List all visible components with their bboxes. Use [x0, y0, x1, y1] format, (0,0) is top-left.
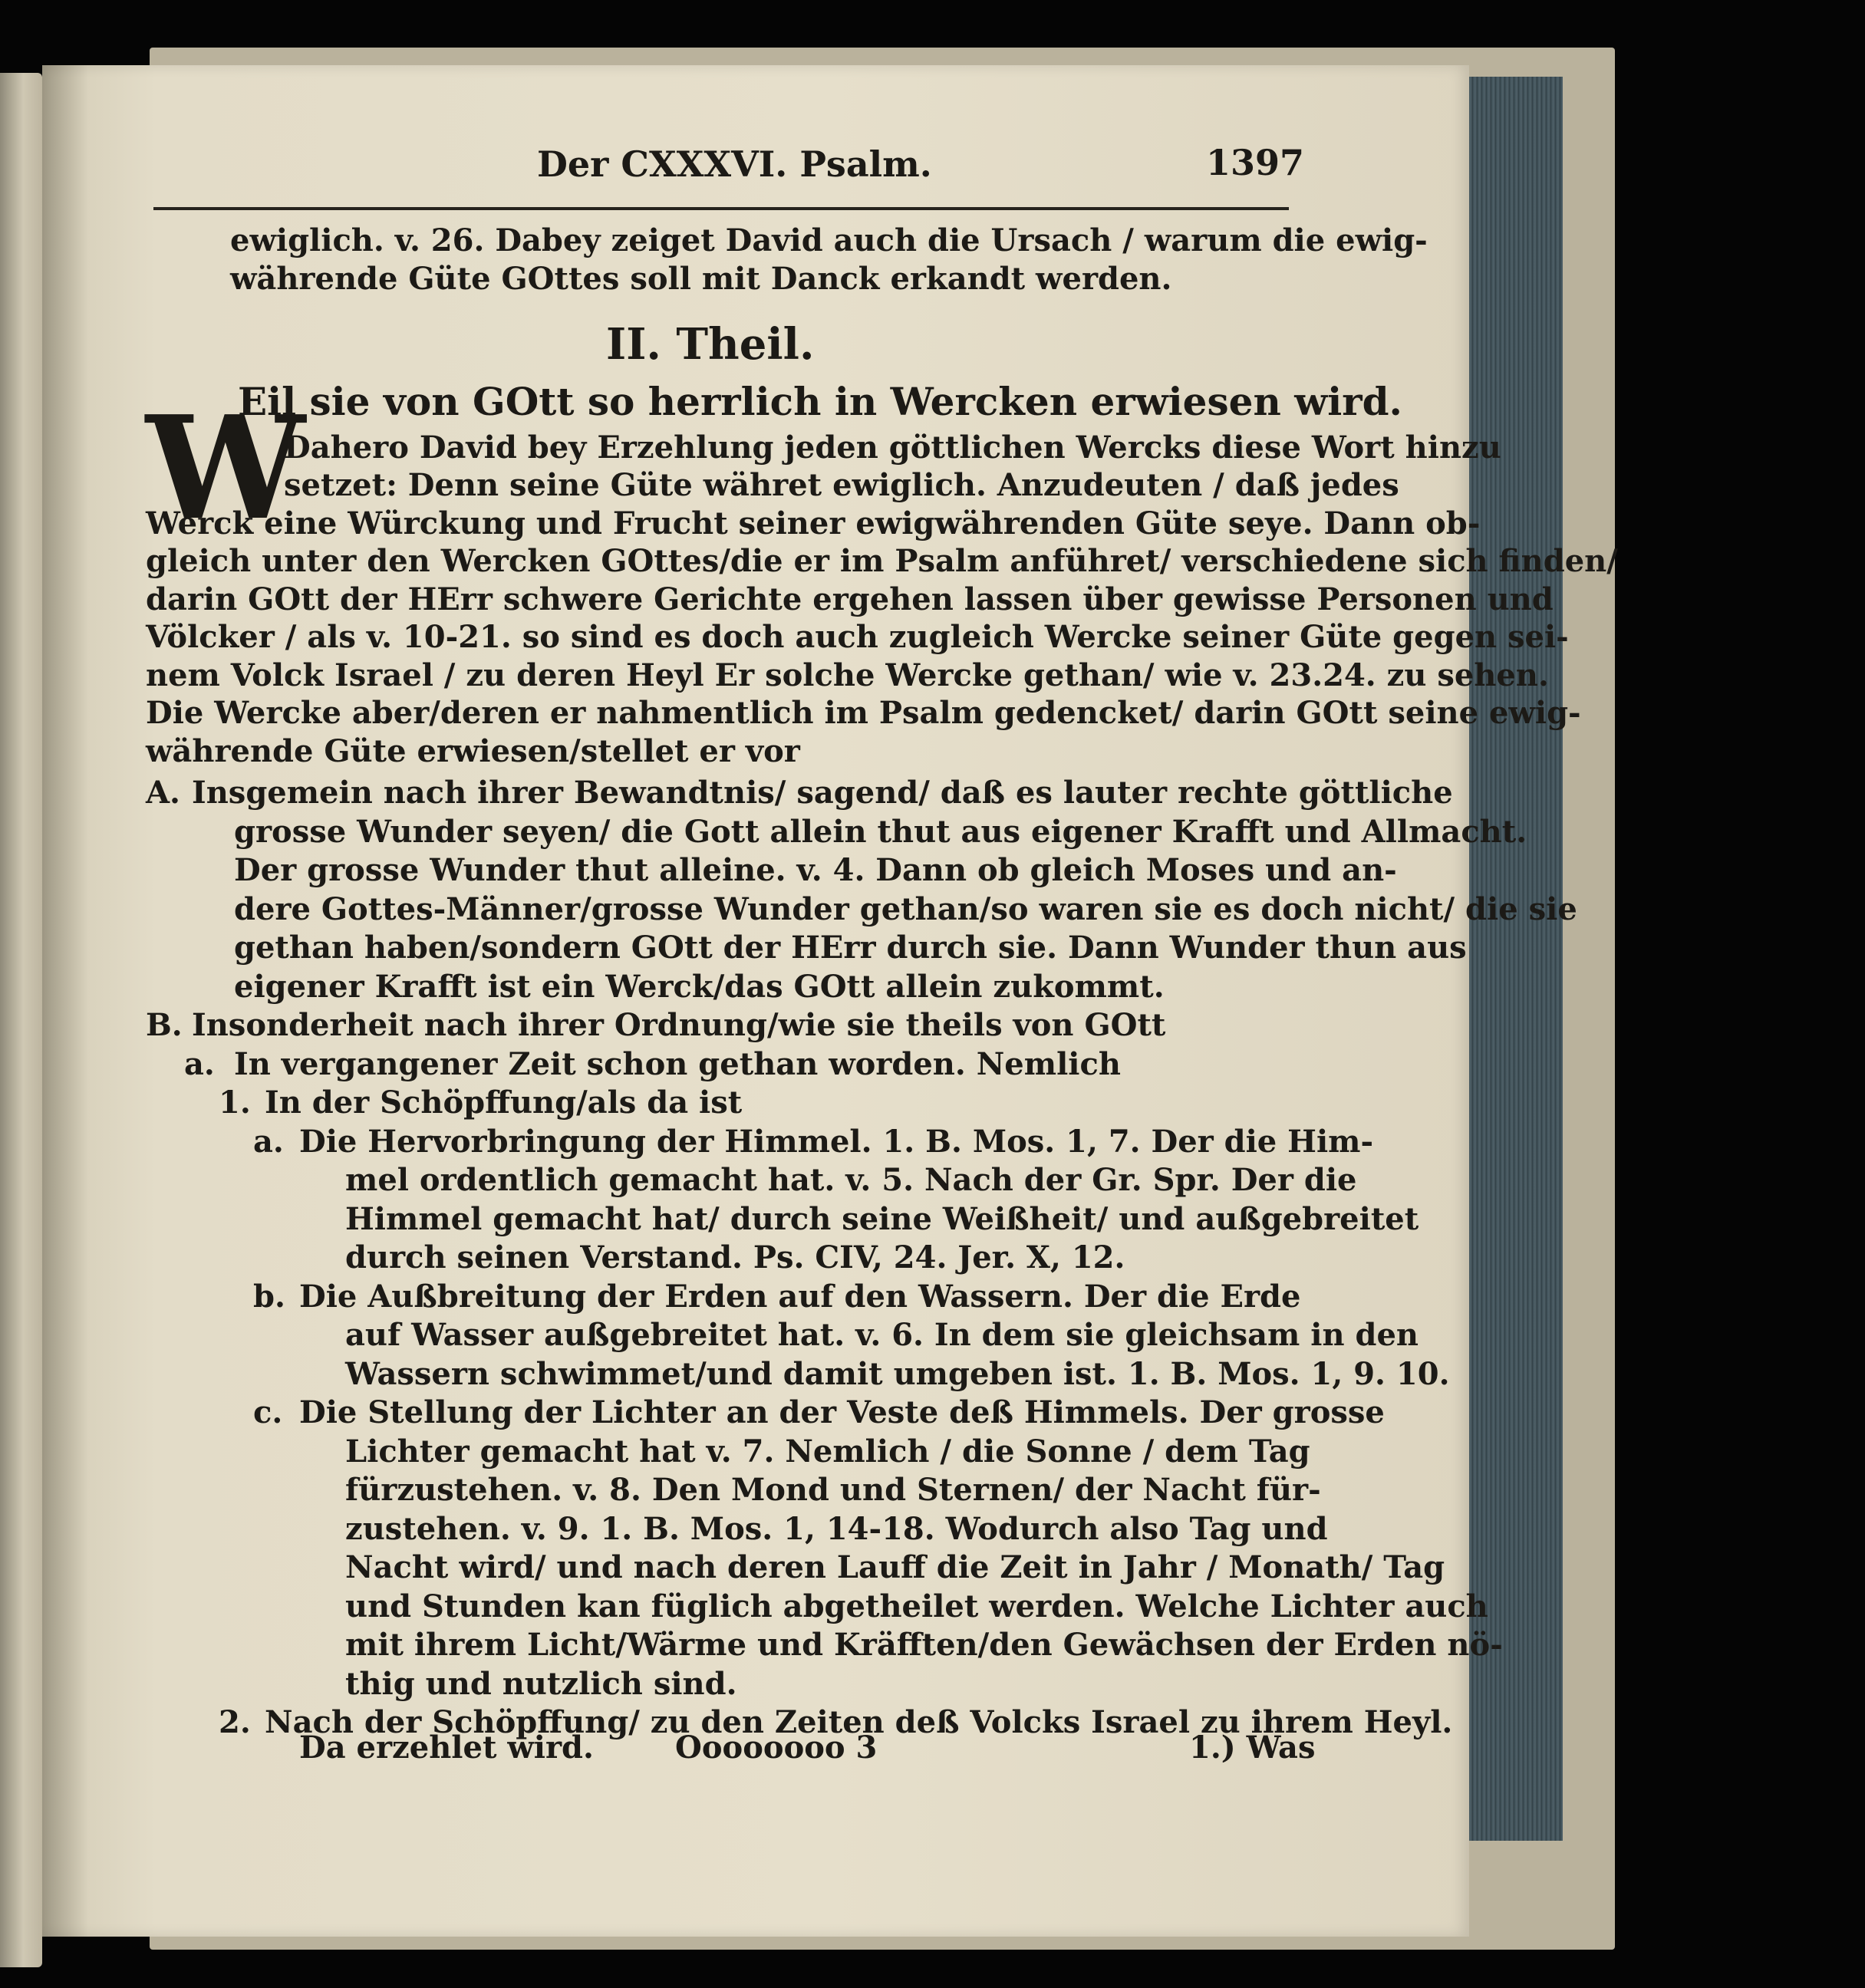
catchword: 1.) Was [1189, 1730, 1316, 1766]
outline-line: In vergangener Zeit schon gethan worden. Nemlich [234, 1045, 1121, 1082]
last-line: Da erzehlet wird. [299, 1730, 594, 1766]
signature-mark: Oooooooo 3 [675, 1730, 878, 1766]
outline-line: Insonderheit nach ihrer Ordnung/wie sie theils von GOtt [192, 1007, 1166, 1043]
outline-line: zustehen. v. 9. 1. B. Mos. 1, 14-18. Wodurch also Tag und [345, 1510, 1328, 1547]
outline-line: Die Außbreitung der Erden auf den Wassern. Der die Erde [299, 1278, 1301, 1315]
outline-line: eigener Krafft ist ein Werck/das GOtt allein zukommt. [234, 968, 1165, 1005]
intro-line-2: währende Güte GOttes soll mit Danck erkandt werden. [230, 261, 1172, 297]
running-head: Der CXXXVI. Psalm. [537, 143, 932, 185]
outline-marker: a. [253, 1123, 284, 1160]
outline-line: dere Gottes-Männer/grosse Wunder gethan/so waren sie es doch nicht/ die sie [234, 890, 1577, 927]
outline-line: Die Stellung der Lichter an der Veste deß Himmels. Der grosse [299, 1394, 1385, 1430]
body-line: Dahero David bey Erzehlung jeden göttlichen Wercks diese Wort hinzu [284, 429, 1501, 466]
outline-marker: 2. [219, 1704, 251, 1740]
book-page-edges [1458, 77, 1563, 1841]
left-page-edge [0, 73, 42, 1967]
section-heading: II. Theil. [606, 319, 815, 370]
body-line: währende Güte erwiesen/stellet er vor [146, 732, 800, 769]
body-line: darin GOtt der HErr schwere Gerichte ergehen lassen über gewisse Personen und [146, 581, 1554, 617]
header-rule [153, 207, 1289, 210]
outline-line: In der Schöpffung/als da ist [265, 1085, 743, 1121]
outline-line: Nach der Schöpffung/ zu den Zeiten deß Volcks Israel zu ihrem Heyl. [265, 1704, 1453, 1740]
body-line: nem Volck Israel / zu deren Heyl Er solche Wercke gethan/ wie v. 23.24. zu sehen. [146, 657, 1549, 693]
outline-marker: b. [253, 1278, 285, 1315]
outline-marker: c. [253, 1394, 283, 1430]
drop-cap: W [146, 384, 305, 551]
body-line: Werck eine Würckung und Frucht seiner ewigwährenden Güte seye. Dann ob- [146, 505, 1481, 541]
body-line: Die Wercke aber/deren er nahmentlich im Psalm gedencket/ darin GOtt seine ewig- [146, 695, 1581, 731]
body-line: Eil sie von GOtt so herrlich in Wercken erwiesen wird. [238, 379, 1402, 424]
page-number: 1397 [1206, 142, 1305, 183]
outline-marker: a. [184, 1045, 215, 1082]
outline-line: Insgemein nach ihrer Bewandtnis/ sagend/ daß es lauter rechte göttliche [192, 775, 1453, 811]
outline-marker: B. [146, 1007, 183, 1043]
outline-marker: 1. [219, 1085, 251, 1121]
outline-line: Die Hervorbringung der Himmel. 1. B. Mos. 1, 7. Der die Him- [299, 1123, 1374, 1160]
outline-line: Himmel gemacht hat/ durch seine Weißheit/ und außgebreitet [345, 1200, 1419, 1237]
outline-line: durch seinen Verstand. Ps. CIV, 24. Jer. X, 12. [345, 1239, 1125, 1275]
outline-line: Lichter gemacht hat v. 7. Nemlich / die Sonne / dem Tag [345, 1433, 1310, 1470]
outline-line: Nacht wird/ und nach deren Lauff die Zeit in Jahr / Monath/ Tag [345, 1549, 1445, 1585]
outline-line: mit ihrem Licht/Wärme und Kräfften/den Gewächsen der Erden nö- [345, 1627, 1503, 1663]
body-line: Völcker / als v. 10-21. so sind es doch auch zugleich Wercke seiner Güte gegen sei- [146, 619, 1569, 655]
outline-line: mel ordentlich gemacht hat. v. 5. Nach der Gr. Spr. Der die [345, 1162, 1357, 1198]
outline-line: grosse Wunder seyen/ die Gott allein thut aus eigener Krafft und Allmacht. [234, 813, 1527, 850]
body-line: gleich unter den Wercken GOttes/die er im Psalm anführet/ verschiedene sich finden/ [146, 543, 1618, 579]
body-line: setzet: Denn seine Güte währet ewiglich. Anzudeuten / daß jedes [284, 467, 1399, 503]
intro-line-1: ewiglich. v. 26. Dabey zeiget David auch die Ursach / warum die ewig- [230, 222, 1428, 258]
outline-line: gethan haben/sondern GOtt der HErr durch sie. Dann Wunder thun aus [234, 930, 1467, 966]
outline-line: Wassern schwimmet/und damit umgeben ist. 1. B. Mos. 1, 9. 10. [345, 1355, 1450, 1392]
outline-line: Der grosse Wunder thut alleine. v. 4. Dann ob gleich Moses und an- [234, 852, 1397, 888]
outline-marker: A. [146, 775, 180, 811]
outline-line: thig und nutzlich sind. [345, 1665, 737, 1702]
outline-line: und Stunden kan füglich abgetheilet werden. Welche Lichter auch [345, 1588, 1488, 1624]
outline-line: auf Wasser außgebreitet hat. v. 6. In dem sie gleichsam in den [345, 1317, 1419, 1353]
gutter-shadow [42, 65, 88, 1937]
outline-line: fürzustehen. v. 8. Den Mond und Sternen/ der Nacht für- [345, 1472, 1321, 1508]
